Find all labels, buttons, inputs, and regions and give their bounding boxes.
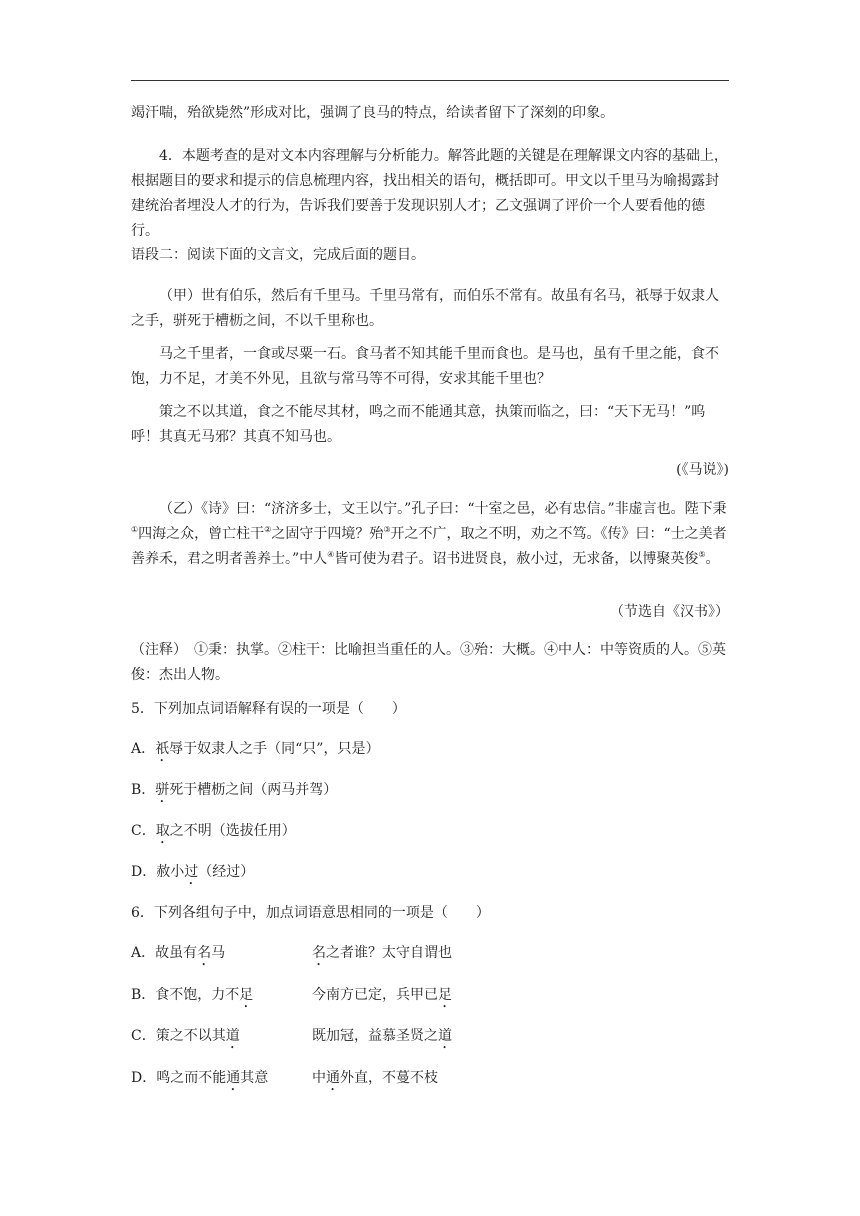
source-hanshu: （节选自《汉书》） <box>610 604 729 620</box>
passage-jia-paragraph-3: 策之不以其道，食之不能尽其材，鸣之而不能通其意，执策而临之，曰：“天下无马！”呜呼！其真无马邪？其真不知马也。 <box>131 404 706 445</box>
passage-jia-paragraph-1: （甲）世有伯乐，然后有千里马。千里马常有，而伯乐不常有。故虽有名马，祇辱于奴隶人之手，骈死于槽枥之间，不以千里称也。 <box>131 288 719 329</box>
question-5-stem: 5．下列加点词语解释有误的一项是（ ） <box>131 701 406 717</box>
footnote-mark-1: ① <box>131 525 139 534</box>
answer-4: 4．本题考查的是对文本内容理解与分析能力。解答此题的关键是在理解课文内容的基础上，根据题目的要求和提示的信息梳理内容，找出相关的语句，概括即可。甲文以千里马为喻揭露封建统治者埋没人才的行为，告诉我们要善于发现识别人才；乙文强调了评价一个人要看他的德行。 <box>131 148 728 239</box>
q5-option-d: D．赦小过（经过） <box>131 864 255 880</box>
q5-option-b: B．骈死于槽枥之间（两马并驾） <box>131 782 338 798</box>
header-rule <box>131 80 729 81</box>
footnote-mark-3: ③ <box>383 525 391 534</box>
q6-a-left: A．故虽有名马 <box>131 945 226 961</box>
q6-option-d <box>131 1066 729 1091</box>
q5-option-a: A．祇辱于奴隶人之手（同“只”，只是） <box>131 741 380 757</box>
footnote-mark-2: ② <box>264 525 272 534</box>
q6-option-a <box>131 941 729 966</box>
question-6-stem: 6．下列各组句子中，加点词语意思相同的一项是（ ） <box>131 905 490 921</box>
passage-jia-paragraph-2: 马之千里者，一食或尽粟一石。食马者不知其能千里而食也。是马也，虽有千里之能，食不饱，力不足，才美不外见，且欲与常马等不可得，安求其能千里也？ <box>131 346 719 387</box>
section-heading: 语段二：阅读下面的文言文，完成后面的题目。 <box>131 247 425 263</box>
footnote-mark-5: ⑤ <box>698 550 706 559</box>
q6-b-left: B．食不饱，力不足 <box>131 987 254 1003</box>
annotations: （注释） ①秉：执掌。②柱干：比喻担当重任的人。③殆：大概。④中人：中等资质的人。⑤英俊：杰出人物。 <box>131 642 726 683</box>
q6-option-c <box>131 1024 729 1049</box>
q6-c-right: 既加冠，益慕圣贤之道 <box>312 1028 452 1044</box>
source-mashuo: (《马说》) <box>676 462 729 478</box>
q6-option-b <box>131 983 729 1008</box>
q6-b-right: 今南方已定，兵甲已足 <box>312 987 452 1003</box>
answer-continuation: 竭汗喘，殆欲毙然”形成对比，强调了良马的特点，给读者留下了深刻的印象。 <box>131 105 615 121</box>
passage-yi: （乙）《诗》曰：“济济多士，文王以宁。”孔子曰：“十室之邑，必有忠信。”非虚言也。陛下秉①四海之众，曾亡柱干②之固守于四境？殆③开之不广，取之不明，劝之不笃。《传》曰：“士之美者善养禾，君之明者善养士。”中人④皆可使为君子。诏书进贤良，赦小过，无求备，以博聚英俊⑤。 <box>131 501 727 567</box>
footnote-mark-4: ④ <box>327 550 335 559</box>
q6-c-left: C．策之不以其道 <box>131 1028 240 1044</box>
q6-d-right: 中通外直，不蔓不枝 <box>312 1070 438 1086</box>
q6-d-left: D．鸣之而不能通其意 <box>131 1070 269 1086</box>
q6-a-right: 名之者谁？太守自谓也 <box>312 945 452 961</box>
q5-option-c: C．取之不明（选拔任用） <box>131 823 296 839</box>
